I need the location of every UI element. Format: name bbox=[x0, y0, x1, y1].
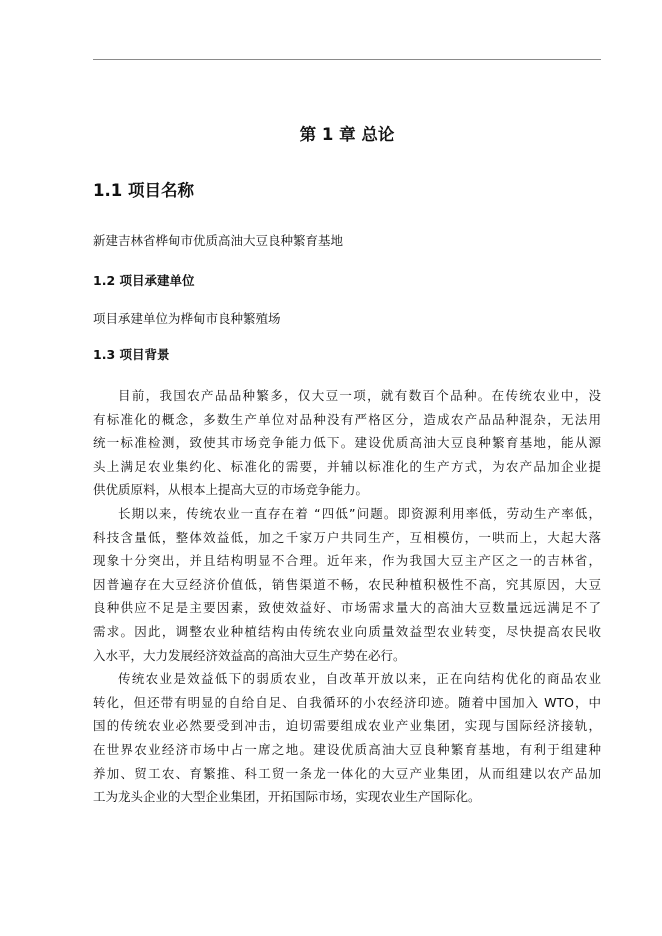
section-1-2-text: 项目承建单位为桦甸市良种繁殖场 bbox=[93, 311, 281, 326]
body-line: 工为龙头企业的大型企业集团，开拓国际市场，实现农业生产国际化。 bbox=[93, 789, 481, 805]
body-line: 现象十分突出，并且结构明显不合理。近年来，作为我国大豆主产区之一的吉林省， bbox=[93, 553, 601, 569]
body-line: 入水平，大力发展经济效益高的高油大豆生产势在必行。 bbox=[93, 647, 406, 663]
section-1-3-body bbox=[93, 384, 601, 809]
section-1-1-heading: 1.1 项目名称 bbox=[93, 181, 194, 200]
chapter-title: 第 1 章 总论 bbox=[299, 125, 395, 144]
section-1-2-heading: 1.2 项目承建单位 bbox=[93, 273, 195, 288]
section-1-1-text: 新建吉林省桦甸市优质高油大豆良种繁育基地 bbox=[93, 233, 344, 248]
body-line: 因普遍存在大豆经济价值低，销售渠道不畅，农民种植积极性不高，究其原因，大豆 bbox=[93, 576, 601, 592]
body-line: 头上满足农业集约化、标准化的需要，并辅以标准化的生产方式，为农产品加企业提 bbox=[93, 458, 601, 474]
body-line: 养加、贸工农、育繁推、科工贸一条龙一体化的大豆产业集团，从而组建以农产品加 bbox=[93, 765, 601, 781]
body-line: 转化，但还带有明显的自给自足、自我循环的小农经济印迹。随着中国加入 WTO，中 bbox=[93, 694, 601, 710]
section-1-3-heading: 1.3 项目背景 bbox=[93, 347, 170, 362]
body-line: 需求。因此，调整农业种植结构由传统农业向质量效益型农业转变，尽快提高农民收 bbox=[93, 623, 601, 639]
body-line: 有标准化的概念，多数生产单位对品种没有严格区分，造成农产品品种混杂，无法用 bbox=[93, 411, 601, 427]
body-line: 传统农业是效益低下的弱质农业，自改革开放以来，正在向结构优化的商品农业 bbox=[118, 671, 601, 687]
body-line: 长期以来，传统农业一直存在着 “四低”问题。即资源利用率低，劳动生产率低， bbox=[118, 505, 601, 521]
body-line: 目前，我国农产品品种繁多，仅大豆一项，就有数百个品种。在传统农业中，没 bbox=[118, 388, 601, 403]
body-line: 良种供应不足是主要因素，致使效益好、市场需求量大的高油大豆数量远远满足不了 bbox=[93, 600, 601, 616]
body-line: 在世界农业经济市场中占一席之地。建设优质高油大豆良种繁育基地，有利于组建种 bbox=[93, 741, 601, 757]
header-rule bbox=[93, 59, 601, 60]
body-line: 国的传统农业必然要受到冲击，迫切需要组成农业产业集团，实现与国际经济接轨， bbox=[93, 718, 601, 734]
body-line: 统一标准检测，致使其市场竞争能力低下。建设优质高油大豆良种繁育基地，能从源 bbox=[93, 435, 601, 451]
body-line: 科技含量低，整体效益低，加之千家万户共同生产，互相模仿，一哄而上，大起大落 bbox=[93, 529, 601, 545]
body-line: 供优质原料，从根本上提高大豆的市场竞争能力。 bbox=[93, 482, 369, 498]
